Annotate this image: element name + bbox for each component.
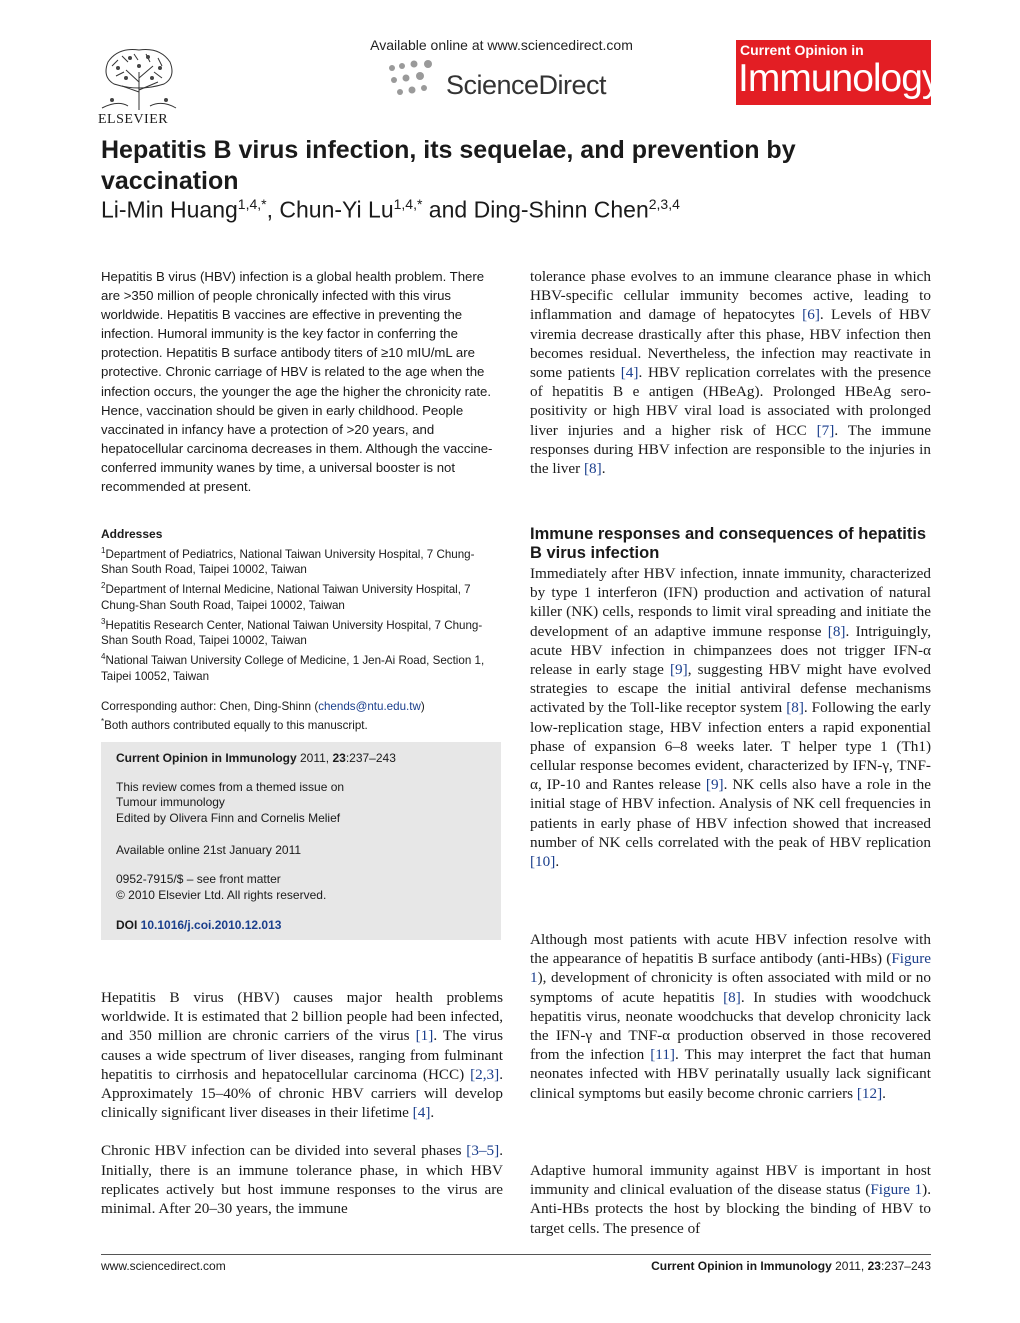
body-text: . <box>601 460 606 478</box>
footer-citation <box>651 1259 931 1273</box>
reference-link[interactable]: [6] <box>802 306 820 324</box>
author-name: Li-Min Huang <box>101 196 238 223</box>
doi-line <box>116 918 281 932</box>
author-affil: 1,4,* <box>237 196 267 212</box>
reference-link[interactable]: [12] <box>856 1084 883 1102</box>
body-paragraph <box>530 267 931 478</box>
abstract <box>101 267 494 496</box>
body-paragraph <box>530 930 931 1103</box>
body-paragraph <box>101 988 503 1122</box>
author-separator: and <box>422 196 474 223</box>
address-text: Hepatitis Research Center, National Taiwan University Hospital, 7 Chung-Shan South Road, Taipei 10002, Taiwan <box>101 618 483 648</box>
corresponding-prefix: Corresponding author: Chen, Ding-Shinn ( <box>101 699 319 713</box>
theme-line: This review comes from a themed issue on <box>116 780 345 794</box>
address-text: Department of Internal Medicine, National Taiwan University Hospital, 7 Chung-Shan South Road, Taipei 10002, Taiwan <box>101 583 471 612</box>
reference-link[interactable]: [10] <box>530 853 556 871</box>
section-heading: Immune responses and consequences of hepatitis B virus infection <box>530 525 927 562</box>
footer-divider <box>101 1254 931 1255</box>
reference-link[interactable]: [9] <box>705 776 724 794</box>
author-affil: 2,3,4 <box>648 196 680 212</box>
addresses-block <box>101 527 501 734</box>
body-text: . <box>555 853 560 871</box>
body-text: Chronic HBV infection can be divided into several phases <box>101 1142 467 1160</box>
body-right-column-mid <box>530 930 931 1103</box>
abstract-text: Hepatitis B virus (HBV) infection is a global health problem. There are >350 million of people chronically infected with this virus worldwide. Hepatitis B vaccines are effective in preventing the infection. Humoral immunity is the key factor in conferring the protection. Hepatitis B surface antibody titers of ≥10 mIU/mL are protective. Chronic carriage of HBV is related to the age when the infection occurs, the younger the age the higher the chronicity rate. Hence, vaccination should be given in early childhood. People vaccinated in infancy have a protection of >20 years, and hepatocellular carcinoma decreases in them. Although the vaccine-conferred immunity wanes by time, a universal booster is not recommended at present. <box>101 269 493 495</box>
reference-link[interactable]: [4] <box>620 364 639 382</box>
footer-year: 2011, <box>831 1259 868 1273</box>
article-info-box <box>101 742 501 940</box>
body-right-column-bottom <box>530 1161 931 1238</box>
body-text: Immediately after HBV infection, innate immunity, characterized by type 1 interferon (IFN) production and activation of natural killer (NK) cells, responds to limit viral spreading and initiate the development of an adaptive immune response <box>530 565 931 640</box>
body-text: . Intriguingly, acute HBV infection in chimpanzees does not trigger IFN-α release in early stage <box>530 622 931 679</box>
body-text: , suggesting HBV might have evolved strategies to escape the initial antiviral defense mechanisms activated by the Toll-like receptor system <box>530 661 931 717</box>
publisher-name: ELSEVIER <box>98 112 169 127</box>
doi-label: DOI <box>116 918 141 932</box>
reference-link[interactable]: [3–5] <box>466 1142 500 1160</box>
citation-pages: :237–243 <box>345 751 396 765</box>
body-text: . <box>430 1104 435 1122</box>
author-name: Ding-Shinn Chen <box>473 196 649 223</box>
body-text: . Levels of HBV viremia decrease drastically after this phase, HBV infection then becomes residual. Nevertheless, the infection may reactivate in some patients <box>530 306 931 382</box>
reference-link[interactable]: [8] <box>827 622 846 640</box>
theme-name: Tumour immunology <box>116 795 225 809</box>
address-number: 2 <box>101 581 106 591</box>
reference-link[interactable]: [11] <box>650 1046 675 1064</box>
reference-link[interactable]: [9] <box>669 661 688 679</box>
equal-note-text: Both authors contributed equally to this manuscript. <box>104 719 368 733</box>
body-text: ). Anti-HBs protects the host by blocking the binding of HBV to target cells. The presence of <box>530 1181 931 1237</box>
figure-link[interactable]: Figure 1 <box>530 950 931 987</box>
corresponding-email-link[interactable]: chends@ntu.edu.tw <box>318 699 421 713</box>
available-online-note: Available online at www.sciencedirect.com <box>370 37 633 53</box>
body-paragraph <box>530 1161 931 1238</box>
body-text: Adaptive humoral immunity against HBV is important in host immunity and clinical evaluation of the disease status ( <box>530 1162 931 1199</box>
reference-link[interactable]: [2,3] <box>470 1065 500 1083</box>
reference-link[interactable]: [4] <box>412 1104 431 1122</box>
body-text: tolerance phase evolves to an immune clearance phase in which HBV-specific cellular immunity becomes active, leading to inflammation and damage of hepatocytes <box>530 268 931 324</box>
body-text: . NK cells also have a role in the initial stage of HBV infection. Analysis of NK cell frequencies in patients in early phase of HBV infection showed that increased number of NK cells correlated with the peak of HBV replication <box>530 776 932 851</box>
body-paragraph <box>530 564 931 871</box>
corresponding-suffix: ) <box>420 699 425 713</box>
body-text: . HBV replication correlates with the presence of hepatitis B e antigen (HBeAg). Prolonged HBeAg sero-positivity or high HBV viral load is associated with prolonged liver injuries and a higher risk of HCC <box>530 364 931 439</box>
footer-volume: 23 <box>867 1259 881 1273</box>
footer-journal: Current Opinion in Immunology <box>651 1259 832 1273</box>
body-text: . This may interpret the fact that human neonates infected with HBV perinatally usually lack significant clinical symptoms but easily become chronic carriers <box>530 1046 931 1102</box>
sciencedirect-wordmark: ScienceDirect <box>446 70 607 100</box>
body-text: . In studies with woodchuck hepatitis virus, neonate woodchucks that develop chronicity lack the IFN-γ and TNF-α production observed in those recovered from the infection <box>530 988 931 1064</box>
reference-link[interactable]: [8] <box>723 988 741 1006</box>
editors-line: Edited by Olivera Finn and Cornelis Melief <box>116 811 341 825</box>
reference-link[interactable]: [7] <box>816 421 835 439</box>
body-right-column-top <box>530 267 931 478</box>
article-title: Hepatitis B virus infection, its sequelae, and prevention by vaccination <box>101 136 796 195</box>
copyright-line: © 2010 Elsevier Ltd. All rights reserved. <box>116 888 327 902</box>
body-paragraph <box>101 1141 503 1218</box>
body-text: Although most patients with acute HBV infection resolve with the appearance of hepatitis B surface antibody (anti-HBs) ( <box>530 931 931 968</box>
reference-link[interactable]: [1] <box>415 1027 434 1045</box>
address-text: National Taiwan University College of Medicine, 1 Jen-Ai Road, Section 1, Taipei 10052, Taiwan <box>101 654 485 683</box>
body-right-column-section <box>530 564 931 871</box>
journal-banner <box>736 40 941 105</box>
corresponding-author <box>101 699 501 715</box>
footer-pages: :237–243 <box>880 1259 931 1273</box>
addresses-heading: Addresses <box>101 527 163 541</box>
address-item <box>101 578 501 613</box>
issn-line: 0952-7915/$ – see front matter <box>116 872 281 886</box>
citation-line <box>116 751 396 765</box>
address-number: 3 <box>101 616 106 626</box>
citation-journal: Current Opinion in Immunology <box>116 751 297 765</box>
doi-link[interactable]: 10.1016/j.coi.2010.12.013 <box>140 918 282 932</box>
address-number: 1 <box>101 545 106 555</box>
body-text: . The virus causes a wide spectrum of liver diseases, ranging from fulminant hepatitis to cirrhosis and hepatocellular carcinoma (HCC) <box>101 1027 504 1083</box>
author-separator: , <box>266 196 280 223</box>
reference-link[interactable]: [8] <box>583 460 602 478</box>
body-text: . Following the early low-replication stage, HBV infection enters a rapid exponential phase of expansion 6–8 weeks later. T helper type 1 (Th1) cellular response becomes evident, characterized by IFN-γ, TNF-α, IP-10 and Rantes release <box>530 699 932 794</box>
equal-mark: * <box>101 717 105 727</box>
body-text: ), development of chronicity is often associated with mild or no symptoms of acute hepatitis <box>530 969 931 1006</box>
equal-contribution-note <box>101 714 501 734</box>
address-item <box>101 649 501 684</box>
available-date: Available online 21st January 2011 <box>116 843 302 857</box>
journal-banner-big: Immunology <box>738 57 941 100</box>
body-text: . The immune responses during HBV infection are responsible to the injuries in the liver <box>530 421 931 478</box>
body-text: . Initially, there is an immune tolerance phase, in which HBV replicates actively but host immune responses to the virus are minimal. After 20–30 years, the immune <box>101 1142 503 1218</box>
journal-banner-small: Current Opinion in <box>740 42 864 58</box>
citation-volume: 23 <box>332 751 346 765</box>
body-text: Hepatitis B virus (HBV) causes major health problems worldwide. It is estimated that 2 billion people had been infected, and 350 million are chronic carriers of the virus <box>101 989 503 1045</box>
author-name: Chun-Yi Lu <box>279 196 394 223</box>
footer-site: www.sciencedirect.com <box>101 1259 226 1273</box>
figure-link[interactable]: Figure 1 <box>870 1181 923 1199</box>
citation-year: 2011, <box>296 751 333 765</box>
body-text: . Approximately 15–40% of chronic HBV carriers will develop clinically significant liver diseases in their lifetime <box>101 1065 503 1122</box>
body-left-column <box>101 988 503 1218</box>
body-text: . <box>882 1084 886 1102</box>
author-affil: 1,4,* <box>393 196 423 212</box>
reference-link[interactable]: [8] <box>786 699 804 717</box>
author-list <box>101 196 680 224</box>
address-number: 4 <box>101 652 106 662</box>
address-text: Department of Pediatrics, National Taiwan University Hospital, 7 Chung-Shan South Road, Taipei 10002, Taiwan <box>101 547 475 577</box>
address-item <box>101 614 501 649</box>
address-item <box>101 543 501 578</box>
